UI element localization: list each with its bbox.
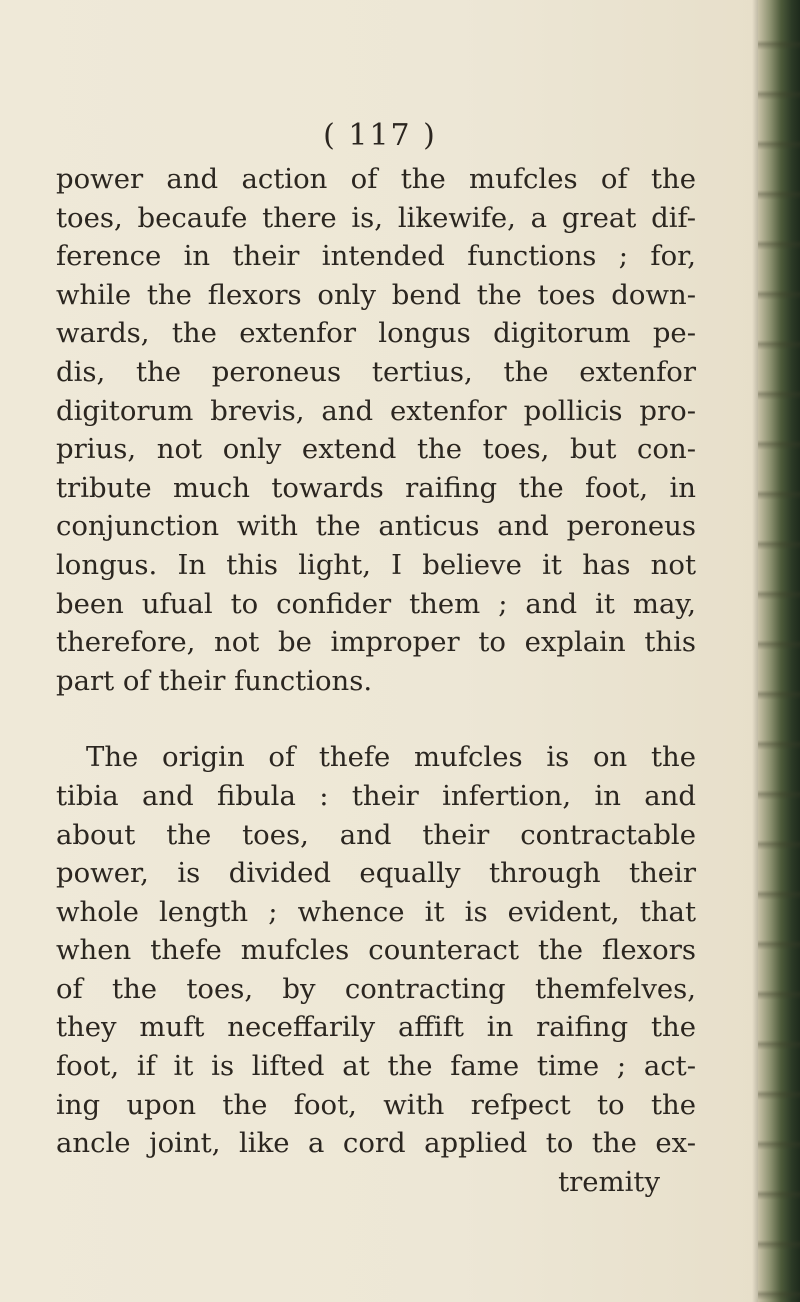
text-line: while the flexors only bend the toes down- [56, 278, 696, 311]
text-line: tribute much towards raifing the foot, in [56, 471, 696, 504]
text-line: power, is divided equally through their [56, 857, 696, 890]
text-line: prius, not only extend the toes, but con- [56, 433, 696, 466]
text-line: of the toes, by contracting themfelves, [56, 972, 696, 1005]
text-line: about the toes, and their contractable [56, 818, 696, 851]
paragraph-1 [56, 160, 696, 700]
text-line: whole length ; whence it is evident, that [56, 895, 696, 928]
text-line: power and action of the mufcles of the [56, 163, 696, 195]
paragraph-gap [56, 700, 696, 738]
text-line: dis, the peroneus tertius, the extenfor [56, 355, 696, 388]
text-line: part of their functions. [56, 664, 373, 697]
text-line: digitorum brevis, and extenfor pollicis pro- [56, 394, 696, 427]
page-number: ( 117 ) [323, 118, 437, 153]
text-line: foot, if it is lifted at the fame time ; act- [56, 1050, 696, 1083]
text-line: therefore, not be improper to explain this [56, 626, 696, 659]
text-line: toes, becaufe there is, likewife, a great dif- [56, 201, 696, 234]
catchword: tremity [558, 1165, 660, 1198]
text-line: been ufual to confider them ; and it may, [56, 587, 696, 620]
body-text [56, 160, 696, 1201]
text-line: when thefe mufcles counteract the flexors [56, 934, 696, 967]
text-line: tibia and fibula : their infertion, in and [56, 779, 696, 812]
text-line: ancle joint, like a cord applied to the ex- [56, 1127, 696, 1160]
text-line: longus. In this light, I believe it has not [56, 548, 696, 581]
text-line: conjunction with the anticus and peroneus [56, 510, 696, 543]
paragraph-2 [56, 738, 696, 1163]
text-line: The origin of thefe mufcles is on the [86, 741, 696, 774]
text-line: ing upon the foot, with refpect to the [56, 1088, 696, 1121]
text-line: ference in their intended functions ; for, [56, 240, 696, 273]
text-line: wards, the extenfor longus digitorum pe- [56, 317, 696, 350]
book-binding [758, 0, 800, 1302]
text-line: they muft neceffarily affift in raifing the [56, 1011, 696, 1044]
